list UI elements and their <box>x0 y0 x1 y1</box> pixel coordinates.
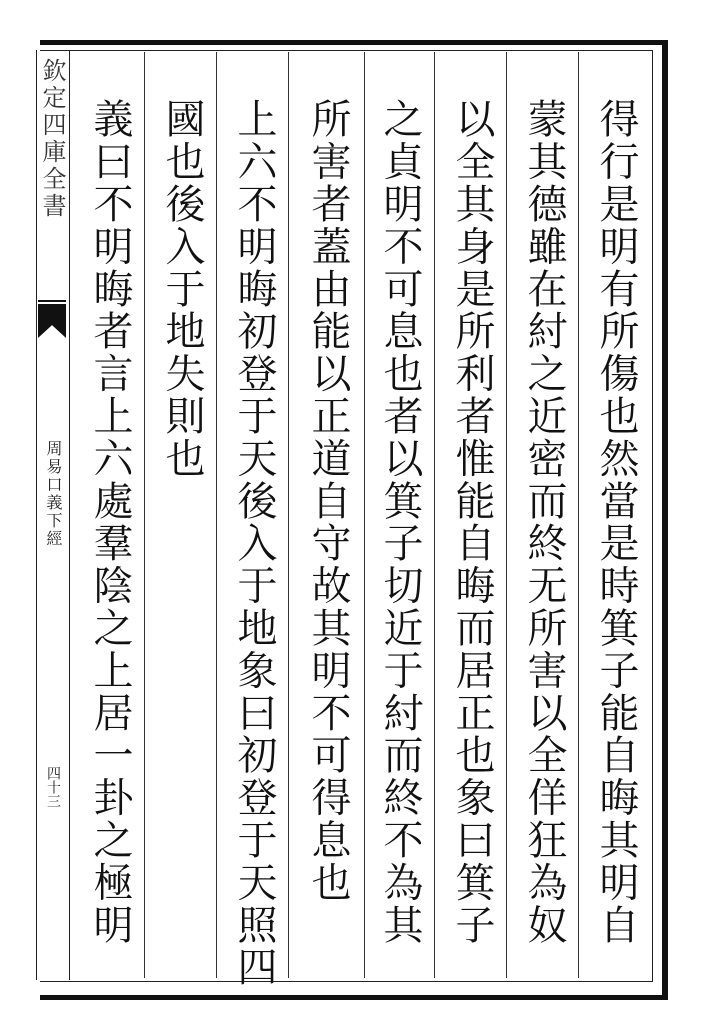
text-column-6: 上六不明晦初登于天後入于地象曰初登于天照四 <box>231 98 277 989</box>
page-number: 四十三 <box>45 766 61 808</box>
text-column-7: 國也後入于地失則也 <box>159 98 205 480</box>
column-rule <box>364 52 365 978</box>
text-column-8: 義曰不明晦者言上六處羣陰之上居一卦之極明 <box>87 98 133 946</box>
column-rule <box>216 52 217 978</box>
column-rule <box>434 52 435 978</box>
fish-tail-rule <box>38 300 66 302</box>
text-column-5: 所害者蓋由能以正道自守故其明不可得息也 <box>305 98 351 904</box>
book-title: 周易口義下經 <box>44 440 63 548</box>
text-column-4: 之貞明不可息也者以箕子切近于紂而終不為其 <box>377 98 423 946</box>
column-rule <box>288 52 289 978</box>
collection-title: 欽定四庫全書 <box>38 58 66 220</box>
text-column-2: 蒙其德雖在紂之近密而終无所害以全佯狂為奴 <box>521 98 567 946</box>
column-rule <box>578 52 579 978</box>
column-rule <box>144 52 145 978</box>
text-column-1: 得行是明有所傷也然當是時箕子能自晦其明自 <box>593 98 639 946</box>
column-rule <box>506 52 507 978</box>
text-column-3: 以全其身是所利者惟能自晦而居正也象曰箕子 <box>449 98 495 946</box>
